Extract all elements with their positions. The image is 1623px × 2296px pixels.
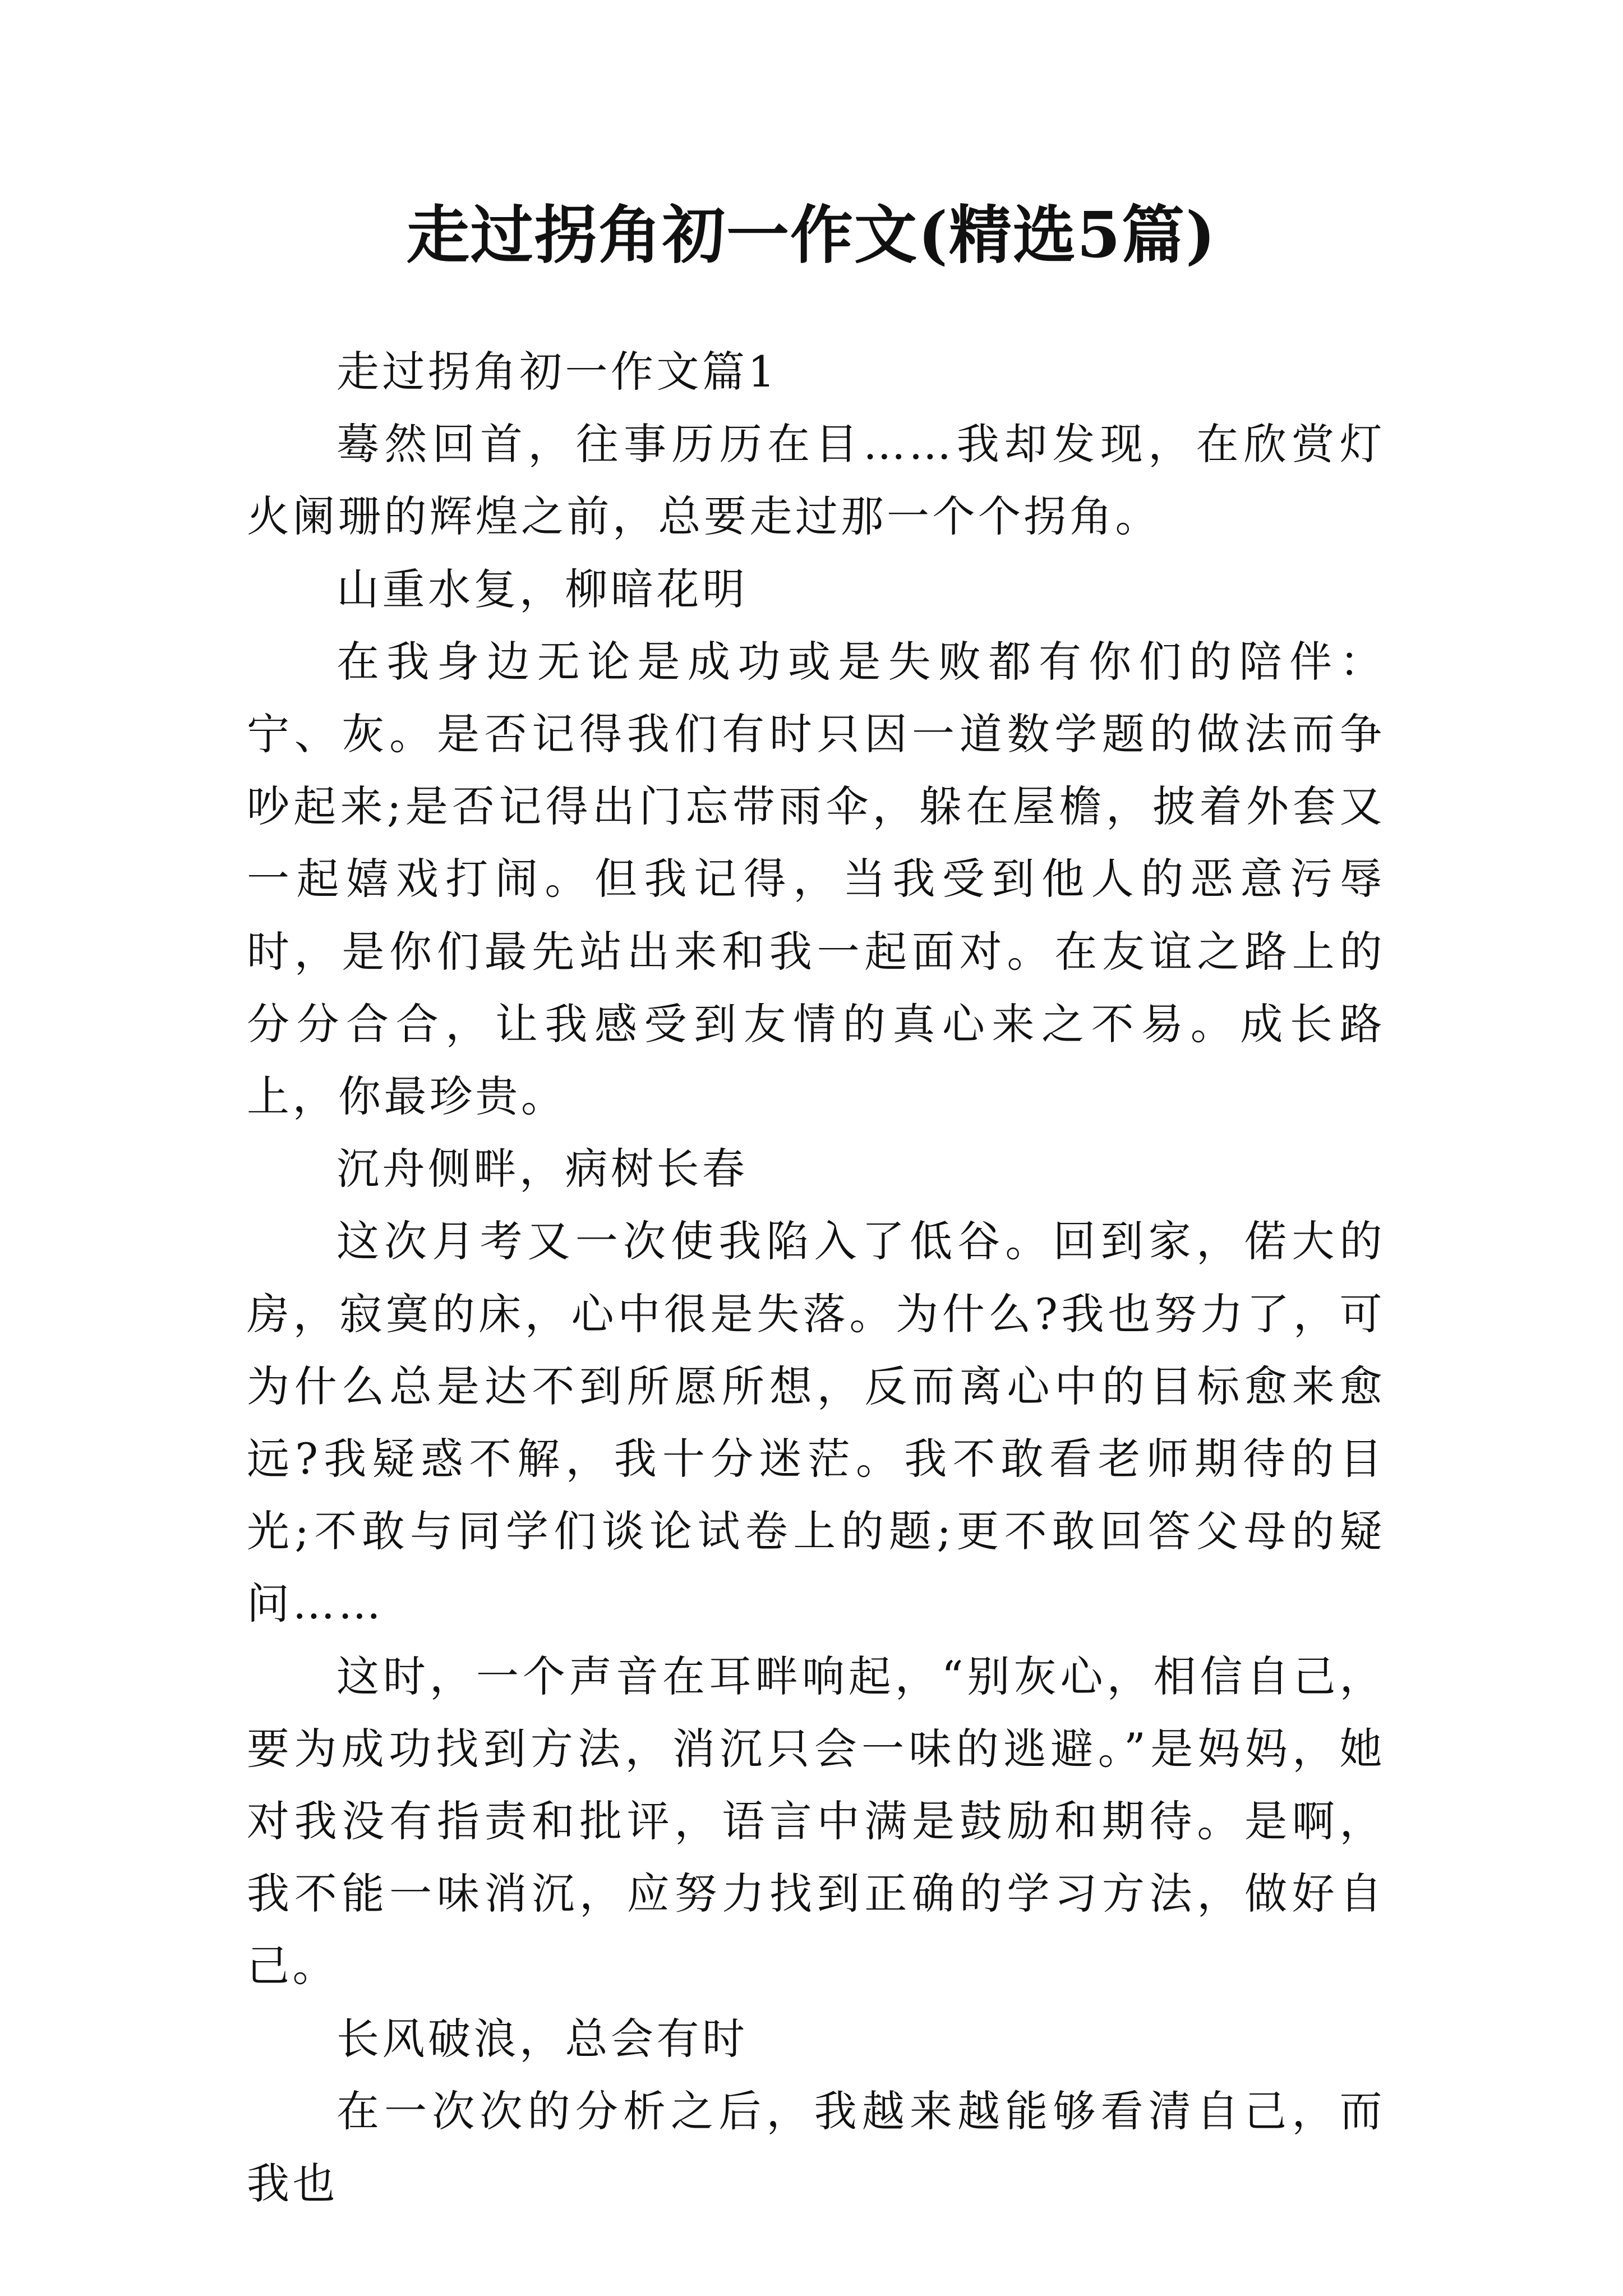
subheading: 山重水复，柳暗花明 xyxy=(336,564,748,614)
paragraph: 这时，一个声音在耳畔响起，“别灰心，相信自己，要为成功找到方法，消沉只会一味的逃避。”是妈妈，她对我没有指责和批评，语言中满是鼓励和期待。是啊，我不能一味消沉，应努力找到正确的学习方法，做好自己。 xyxy=(247,1651,1385,1991)
paragraph: 这次月考又一次使我陷入了低谷。回到家，偌大的房，寂寞的床，心中很是失落。为什么?我也努力了，可为什么总是达不到所愿所想，反而离心中的目标愈来愈远?我疑惑不解，我十分迷茫。我不敢看老师期待的目光;不敢与同学们谈论试卷上的题;更不敢回答父母的疑问…… xyxy=(247,1216,1385,1629)
section-heading: 走过拐角初一作文篇1 xyxy=(336,347,778,397)
paragraph: 在一次次的分析之后，我越来越能够看清自己，而我也 xyxy=(247,2086,1385,2209)
subheading: 沉舟侧畔，病树长春 xyxy=(336,1144,748,1194)
document-body xyxy=(247,335,1385,2220)
subheading: 长风破浪，总会有时 xyxy=(336,2013,748,2064)
paragraph: 在我身边无论是成功或是失败都有你们的陪伴：宁、灰。是否记得我们有时只因一道数学题的做法而争吵起来;是否记得出门忘带雨伞，躲在屋檐，披着外套又一起嬉戏打闹。但我记得，当我受到他人的恶意污辱时，是你们最先站出来和我一起面对。在友谊之路上的分分合合，让我感受到友情的真心来之不易。成长路上，你最珍贵。 xyxy=(247,636,1385,1122)
document-title: 走过拐角初一作文(精选5篇) xyxy=(407,199,1216,272)
paragraph: 蓦然回首，往事历历在目……我却发现，在欣赏灯火阑珊的辉煌之前，总要走过那一个个拐角。 xyxy=(247,419,1385,542)
